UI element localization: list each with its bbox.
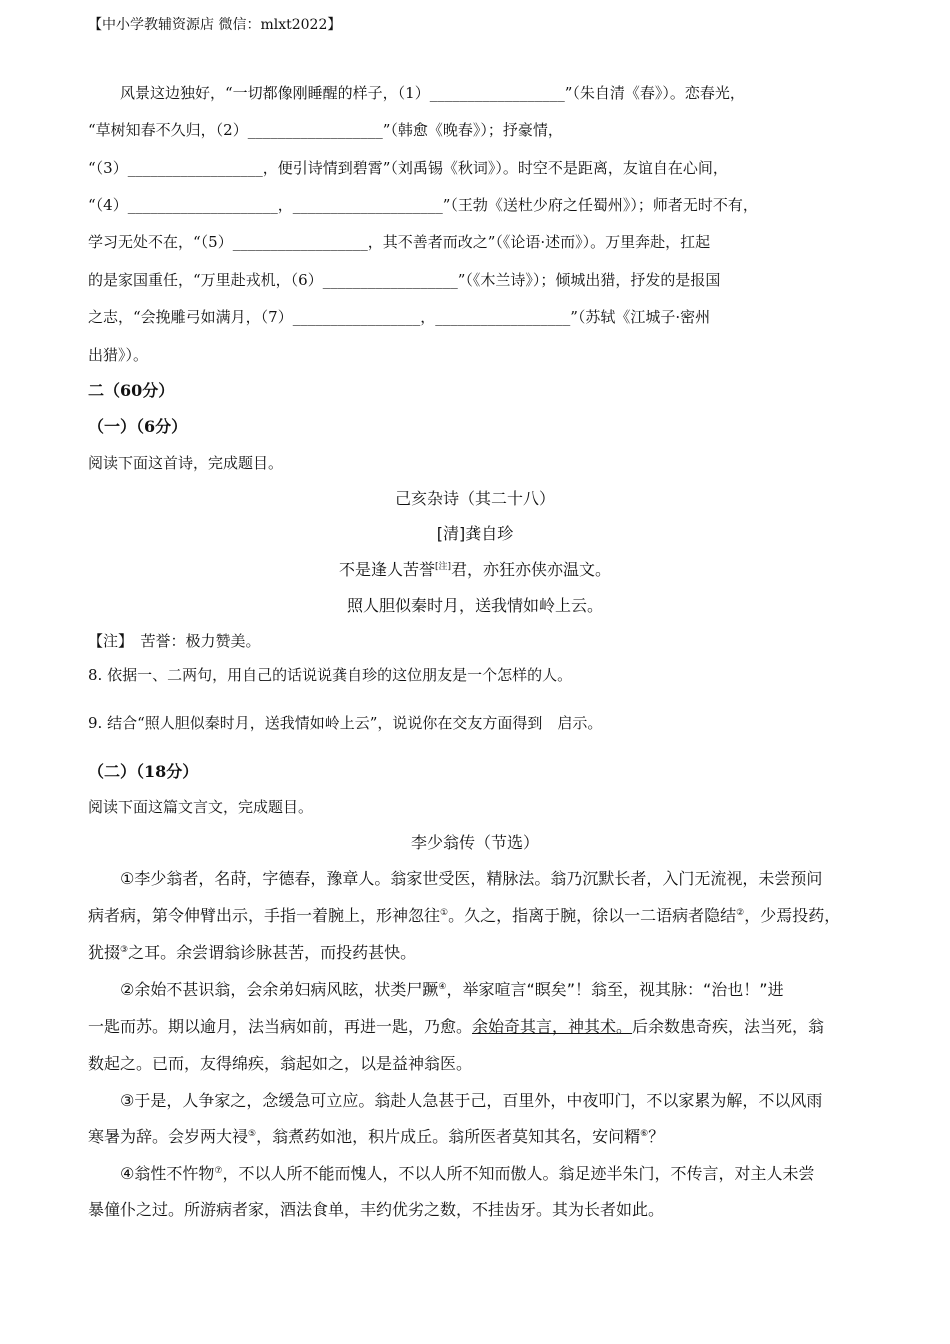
essay-line: 暴僮仆之过。所游病者家，酒法食单，丰约优劣之数，不挂齿牙。其为长者如此。 [88,1200,665,1219]
footnote-marker: ⑥ [640,1129,649,1139]
essay-line [120,1161,814,1184]
essay-line [88,1014,824,1037]
essay-text: ，不以人所不能而愧人，不以人所不知而傲人。翁足迹半朱门，不传言，对主人未尝 [222,1164,815,1183]
fill-line: “（3）__________________，便引诗情到碧霄”（刘禹锡《秋词》）。时空不是距离，友谊自在心间， [88,159,728,177]
footnote-marker: ④ [438,982,447,992]
footnote-marker: ③ [120,945,129,955]
essay-text: 犹掇 [88,943,121,962]
essay-text: ？ [648,1127,665,1146]
footnote-marker: ① [440,908,449,918]
section-title: 二（60分） [88,381,175,400]
footnote-marker: ② [736,908,745,918]
essay-text: 寒暑为辞。会岁两大祲 [88,1127,249,1146]
fill-line: “（4）____________________，____________________”（王勃《送杜少府之任蜀州》）；师者无时不有， [88,196,758,214]
fill-line: 的是家国重任，“万里赴戎机，（6）__________________”（《木兰诗》）；倾城出猎，抒发的是报国 [88,271,721,289]
part-title: （一）（6分） [88,417,188,436]
essay-text: ④翁性不忤物 [120,1164,215,1183]
annotation-marker: [注] [434,562,452,572]
fill-line: 之志，“会挽雕弓如满月，（7）_________________，__________________”（苏轼《江城子·密州 [88,308,711,326]
question-8: 8. 依据一、二两句，用自己的话说说龚自珍的这位朋友是一个怎样的人。 [88,666,573,684]
essay-text: ，翁煮药如池，积片成丘。翁所医者莫知其名，安问糈 [256,1127,641,1146]
essay-text: ，少焉投药， [744,906,841,925]
footnote-marker: ⑤ [248,1129,257,1139]
fill-line: 风景这边独好，“一切都像刚睡醒的样子，（1）__________________”（朱自清《春》）。恋春光， [120,84,745,102]
poem-title: 己亥杂诗（其二十八） [394,489,555,508]
instruction: 阅读下面这篇文言文，完成题目。 [88,798,314,816]
essay-text: ②余始不甚识翁，会余弟妇病风眩，状类尸蹶 [120,980,439,999]
fill-line: 学习无处不在，“（5）__________________，其不善者而改之”（《论语·述而》）。万里奔赴，扛起 [88,233,711,251]
footnote-marker: ⑦ [214,1166,223,1176]
poem-line: 照人胆似秦时月，送我情如岭上云。 [346,596,603,615]
essay-text: 病者病，第令伸臂出示，手指一着腕上，形神忽往 [88,906,441,925]
fill-line: 出猎》）。 [88,346,149,364]
essay-line [120,977,784,1000]
poem-line-text: 不是逢人苦誉 [338,560,435,579]
poem-line [0,557,950,580]
essay-title: 李少翁传（节选） [410,833,539,852]
essay-line [88,1124,664,1147]
essay-line: ①李少翁者，名莳，字德春，豫章人。翁家世受医，精脉法。翁乃沉默长者，入门无流视，未尝预问 [120,869,823,888]
essay-text: ，举家喧言“瞑矣”！翁至，视其脉：“治也！”进 [446,980,784,999]
header-watermark: 【中小学教辅资源店 微信：mlxt2022】 [88,17,342,33]
fill-line: “草树知春不久归，（2）__________________”（韩愈《晚春》）；抒豪情， [88,121,563,139]
essay-line: ③于是，人争家之，念缓急可立应。翁赴人急甚于己，百里外，中夜叩门，不以家累为解，不以风雨 [120,1091,823,1110]
essay-text: 后余数患奇疾，法当死，翁 [632,1017,825,1036]
question-9: 9. 结合“照人胆似秦时月，送我情如岭上云”，说说你在交友方面得到 启示。 [88,714,603,732]
poem-note: 【注】 苦誉：极力赞美。 [88,632,261,650]
part-title: （二）（18分） [88,762,199,781]
essay-text: 之耳。余尝谓翁诊脉甚苦，而投药甚快。 [128,943,417,962]
essay-line [88,940,416,963]
poem-line-text: 君，亦狂亦侠亦温文。 [451,560,612,579]
essay-line: 数起之。已而，友得绵疾，翁起如之，以是益神翁医。 [88,1054,473,1073]
essay-line [88,903,840,926]
instruction: 阅读下面这首诗，完成题目。 [88,454,284,472]
essay-text: 。久之，指离于腕，徐以一二语病者隐结 [448,906,737,925]
poem-author: [清]龚自珍 [436,524,514,543]
essay-text: 一匙而苏。期以逾月，法当病如前，再进一匙，乃愈。 [88,1017,473,1036]
underlined-sentence: 余始奇其言，神其术。 [472,1017,633,1036]
